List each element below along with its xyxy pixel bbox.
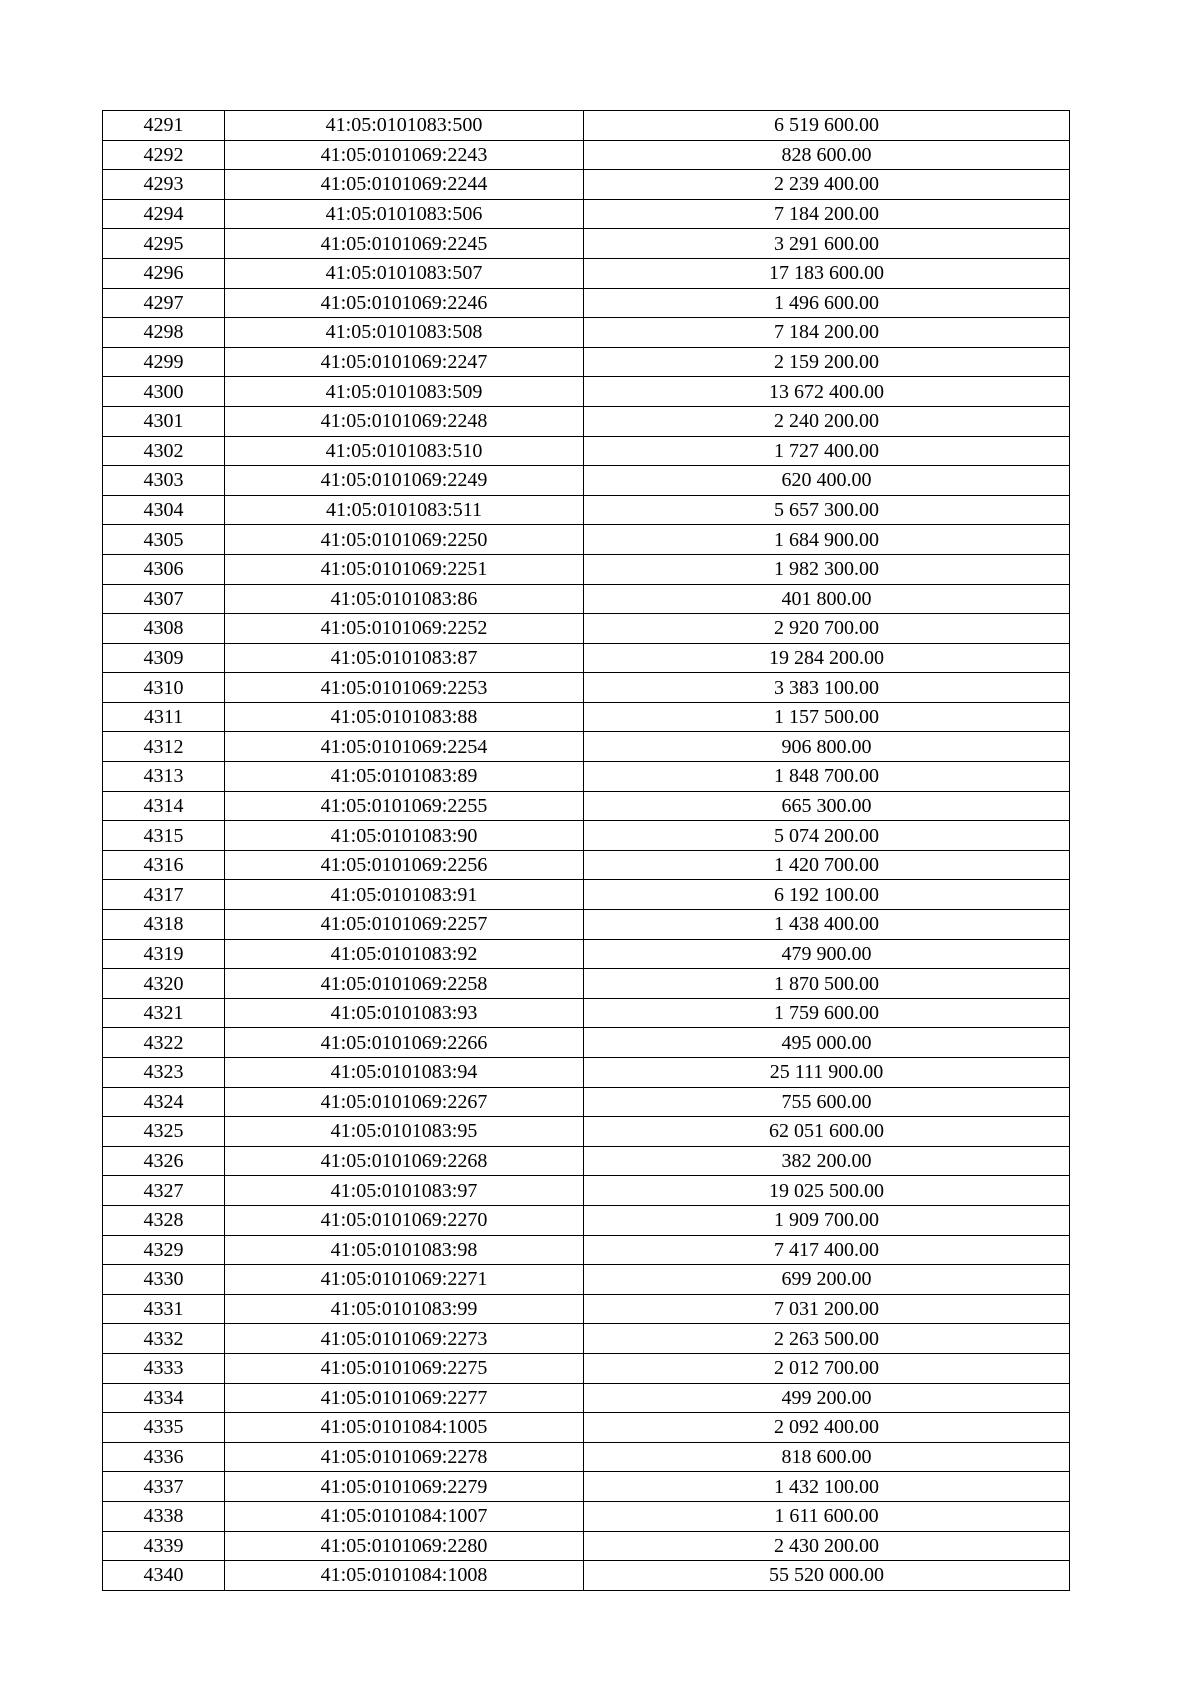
table-row	[103, 762, 1070, 792]
cadastral-value-cell: 1 157 500.00	[584, 702, 1070, 732]
row-number-cell: 4337	[103, 1472, 225, 1502]
row-number-cell: 4311	[103, 702, 225, 732]
table-row	[103, 1472, 1070, 1502]
cadastral-number-cell: 41:05:0101069:2243	[225, 140, 584, 170]
table-row	[103, 969, 1070, 999]
row-number-cell: 4328	[103, 1205, 225, 1235]
cadastral-value-cell: 401 800.00	[584, 584, 1070, 614]
cadastral-value-cell: 479 900.00	[584, 939, 1070, 969]
row-number-cell: 4340	[103, 1561, 225, 1591]
cadastral-number-cell: 41:05:0101069:2280	[225, 1531, 584, 1561]
cadastral-number-cell: 41:05:0101083:98	[225, 1235, 584, 1265]
table-row	[103, 199, 1070, 229]
cadastral-value-cell: 62 051 600.00	[584, 1117, 1070, 1147]
cadastral-value-cell: 906 800.00	[584, 732, 1070, 762]
row-number-cell: 4335	[103, 1413, 225, 1443]
cadastral-value-cell: 2 263 500.00	[584, 1324, 1070, 1354]
cadastral-value-cell: 7 031 200.00	[584, 1294, 1070, 1324]
cadastral-number-cell: 41:05:0101083:95	[225, 1117, 584, 1147]
table-row	[103, 377, 1070, 407]
cadastral-number-cell: 41:05:0101069:2277	[225, 1383, 584, 1413]
cadastral-value-cell: 1 848 700.00	[584, 762, 1070, 792]
table-row	[103, 791, 1070, 821]
table-row	[103, 673, 1070, 703]
cadastral-number-cell: 41:05:0101069:2246	[225, 288, 584, 318]
row-number-cell: 4303	[103, 466, 225, 496]
cadastral-number-cell: 41:05:0101083:97	[225, 1176, 584, 1206]
cadastral-number-cell: 41:05:0101069:2244	[225, 170, 584, 200]
row-number-cell: 4314	[103, 791, 225, 821]
cadastral-value-cell: 6 192 100.00	[584, 880, 1070, 910]
row-number-cell: 4319	[103, 939, 225, 969]
cadastral-number-cell: 41:05:0101069:2258	[225, 969, 584, 999]
table-row	[103, 998, 1070, 1028]
cadastral-number-cell: 41:05:0101069:2254	[225, 732, 584, 762]
cadastral-value-cell: 2 012 700.00	[584, 1353, 1070, 1383]
table-row	[103, 1531, 1070, 1561]
table-row	[103, 1442, 1070, 1472]
cadastral-value-cell: 7 417 400.00	[584, 1235, 1070, 1265]
row-number-cell: 4338	[103, 1501, 225, 1531]
row-number-cell: 4330	[103, 1265, 225, 1295]
row-number-cell: 4312	[103, 732, 225, 762]
row-number-cell: 4327	[103, 1176, 225, 1206]
cadastral-value-cell: 499 200.00	[584, 1383, 1070, 1413]
row-number-cell: 4295	[103, 229, 225, 259]
cadastral-number-cell: 41:05:0101083:507	[225, 258, 584, 288]
cadastral-value-cell: 2 159 200.00	[584, 347, 1070, 377]
row-number-cell: 4308	[103, 614, 225, 644]
cadastral-value-cell: 5 074 200.00	[584, 821, 1070, 851]
table-row	[103, 1176, 1070, 1206]
table-row	[103, 1324, 1070, 1354]
cadastral-value-cell: 2 430 200.00	[584, 1531, 1070, 1561]
table-row	[103, 584, 1070, 614]
cadastral-number-cell: 41:05:0101069:2249	[225, 466, 584, 496]
cadastral-number-cell: 41:05:0101069:2250	[225, 525, 584, 555]
table-row	[103, 1561, 1070, 1591]
row-number-cell: 4297	[103, 288, 225, 318]
row-number-cell: 4309	[103, 643, 225, 673]
cadastral-number-cell: 41:05:0101083:93	[225, 998, 584, 1028]
table-row	[103, 170, 1070, 200]
cadastral-number-cell: 41:05:0101083:510	[225, 436, 584, 466]
row-number-cell: 4310	[103, 673, 225, 703]
cadastral-number-cell: 41:05:0101069:2256	[225, 850, 584, 880]
cadastral-value-cell: 3 383 100.00	[584, 673, 1070, 703]
cadastral-value-cell: 1 759 600.00	[584, 998, 1070, 1028]
table-row	[103, 554, 1070, 584]
cadastral-value-cell: 3 291 600.00	[584, 229, 1070, 259]
cadastral-value-cell: 1 432 100.00	[584, 1472, 1070, 1502]
table-row	[103, 466, 1070, 496]
cadastral-number-cell: 41:05:0101083:500	[225, 111, 584, 141]
cadastral-value-cell: 495 000.00	[584, 1028, 1070, 1058]
cadastral-value-cell: 1 909 700.00	[584, 1205, 1070, 1235]
table-row	[103, 1058, 1070, 1088]
cadastral-number-cell: 41:05:0101083:94	[225, 1058, 584, 1088]
table-row	[103, 1146, 1070, 1176]
cadastral-value-cell: 2 920 700.00	[584, 614, 1070, 644]
row-number-cell: 4331	[103, 1294, 225, 1324]
table-body	[103, 111, 1070, 1591]
cadastral-value-cell: 5 657 300.00	[584, 495, 1070, 525]
table-row	[103, 229, 1070, 259]
table-row	[103, 702, 1070, 732]
table-row	[103, 939, 1070, 969]
cadastral-number-cell: 41:05:0101084:1005	[225, 1413, 584, 1443]
cadastral-number-cell: 41:05:0101083:90	[225, 821, 584, 851]
cadastral-value-cell: 382 200.00	[584, 1146, 1070, 1176]
table-row	[103, 495, 1070, 525]
row-number-cell: 4332	[103, 1324, 225, 1354]
row-number-cell: 4322	[103, 1028, 225, 1058]
table-row	[103, 1205, 1070, 1235]
cadastral-number-cell: 41:05:0101083:87	[225, 643, 584, 673]
cadastral-number-cell: 41:05:0101069:2266	[225, 1028, 584, 1058]
cadastral-value-cell: 1 870 500.00	[584, 969, 1070, 999]
cadastral-number-cell: 41:05:0101069:2245	[225, 229, 584, 259]
table-row	[103, 288, 1070, 318]
table-row	[103, 880, 1070, 910]
table-row	[103, 436, 1070, 466]
row-number-cell: 4301	[103, 406, 225, 436]
cadastral-value-cell: 665 300.00	[584, 791, 1070, 821]
cadastral-number-cell: 41:05:0101083:91	[225, 880, 584, 910]
table-row	[103, 140, 1070, 170]
cadastral-number-cell: 41:05:0101069:2268	[225, 1146, 584, 1176]
cadastral-value-table	[102, 110, 1070, 1591]
table-row	[103, 1235, 1070, 1265]
cadastral-value-cell: 1 496 600.00	[584, 288, 1070, 318]
row-number-cell: 4325	[103, 1117, 225, 1147]
cadastral-number-cell: 41:05:0101069:2257	[225, 910, 584, 940]
cadastral-number-cell: 41:05:0101069:2251	[225, 554, 584, 584]
row-number-cell: 4339	[103, 1531, 225, 1561]
cadastral-number-cell: 41:05:0101083:506	[225, 199, 584, 229]
table-row	[103, 406, 1070, 436]
cadastral-number-cell: 41:05:0101069:2247	[225, 347, 584, 377]
table-row	[103, 347, 1070, 377]
table-row	[103, 643, 1070, 673]
cadastral-value-cell: 755 600.00	[584, 1087, 1070, 1117]
cadastral-value-cell: 13 672 400.00	[584, 377, 1070, 407]
cadastral-value-cell: 7 184 200.00	[584, 199, 1070, 229]
cadastral-number-cell: 41:05:0101069:2275	[225, 1353, 584, 1383]
cadastral-number-cell: 41:05:0101083:89	[225, 762, 584, 792]
table-row	[103, 1117, 1070, 1147]
cadastral-value-cell: 17 183 600.00	[584, 258, 1070, 288]
cadastral-number-cell: 41:05:0101069:2252	[225, 614, 584, 644]
cadastral-value-cell: 2 239 400.00	[584, 170, 1070, 200]
row-number-cell: 4324	[103, 1087, 225, 1117]
row-number-cell: 4320	[103, 969, 225, 999]
row-number-cell: 4318	[103, 910, 225, 940]
cadastral-number-cell: 41:05:0101083:511	[225, 495, 584, 525]
row-number-cell: 4299	[103, 347, 225, 377]
row-number-cell: 4336	[103, 1442, 225, 1472]
cadastral-value-cell: 818 600.00	[584, 1442, 1070, 1472]
cadastral-value-cell: 7 184 200.00	[584, 318, 1070, 348]
row-number-cell: 4298	[103, 318, 225, 348]
cadastral-number-cell: 41:05:0101083:92	[225, 939, 584, 969]
cadastral-number-cell: 41:05:0101084:1008	[225, 1561, 584, 1591]
table-row	[103, 850, 1070, 880]
table-row	[103, 1028, 1070, 1058]
cadastral-number-cell: 41:05:0101069:2267	[225, 1087, 584, 1117]
table-row	[103, 1501, 1070, 1531]
table-row	[103, 1294, 1070, 1324]
row-number-cell: 4326	[103, 1146, 225, 1176]
row-number-cell: 4292	[103, 140, 225, 170]
table-row	[103, 1087, 1070, 1117]
row-number-cell: 4333	[103, 1353, 225, 1383]
table-row	[103, 732, 1070, 762]
cadastral-number-cell: 41:05:0101069:2253	[225, 673, 584, 703]
cadastral-value-cell: 1 438 400.00	[584, 910, 1070, 940]
cadastral-number-cell: 41:05:0101083:508	[225, 318, 584, 348]
cadastral-value-cell: 1 420 700.00	[584, 850, 1070, 880]
row-number-cell: 4306	[103, 554, 225, 584]
table-row	[103, 258, 1070, 288]
table-row	[103, 1353, 1070, 1383]
row-number-cell: 4316	[103, 850, 225, 880]
row-number-cell: 4334	[103, 1383, 225, 1413]
cadastral-value-cell: 1 684 900.00	[584, 525, 1070, 555]
row-number-cell: 4313	[103, 762, 225, 792]
table-row	[103, 1383, 1070, 1413]
row-number-cell: 4307	[103, 584, 225, 614]
row-number-cell: 4317	[103, 880, 225, 910]
cadastral-value-cell: 19 284 200.00	[584, 643, 1070, 673]
row-number-cell: 4329	[103, 1235, 225, 1265]
cadastral-number-cell: 41:05:0101083:99	[225, 1294, 584, 1324]
table-row	[103, 910, 1070, 940]
cadastral-value-cell: 1 611 600.00	[584, 1501, 1070, 1531]
table-row	[103, 1413, 1070, 1443]
cadastral-value-cell: 19 025 500.00	[584, 1176, 1070, 1206]
row-number-cell: 4323	[103, 1058, 225, 1088]
cadastral-number-cell: 41:05:0101069:2248	[225, 406, 584, 436]
cadastral-value-cell: 55 520 000.00	[584, 1561, 1070, 1591]
cadastral-number-cell: 41:05:0101083:88	[225, 702, 584, 732]
row-number-cell: 4304	[103, 495, 225, 525]
table-row	[103, 821, 1070, 851]
cadastral-number-cell: 41:05:0101069:2273	[225, 1324, 584, 1354]
cadastral-number-cell: 41:05:0101083:86	[225, 584, 584, 614]
cadastral-value-cell: 1 982 300.00	[584, 554, 1070, 584]
cadastral-value-cell: 25 111 900.00	[584, 1058, 1070, 1088]
cadastral-number-cell: 41:05:0101084:1007	[225, 1501, 584, 1531]
cadastral-value-cell: 620 400.00	[584, 466, 1070, 496]
cadastral-number-cell: 41:05:0101069:2279	[225, 1472, 584, 1502]
table-row	[103, 614, 1070, 644]
row-number-cell: 4300	[103, 377, 225, 407]
row-number-cell: 4291	[103, 111, 225, 141]
table-row	[103, 318, 1070, 348]
table-row	[103, 111, 1070, 141]
row-number-cell: 4305	[103, 525, 225, 555]
cadastral-number-cell: 41:05:0101069:2255	[225, 791, 584, 821]
row-number-cell: 4302	[103, 436, 225, 466]
row-number-cell: 4315	[103, 821, 225, 851]
cadastral-number-cell: 41:05:0101083:509	[225, 377, 584, 407]
cadastral-value-cell: 828 600.00	[584, 140, 1070, 170]
row-number-cell: 4296	[103, 258, 225, 288]
cadastral-number-cell: 41:05:0101069:2271	[225, 1265, 584, 1295]
cadastral-number-cell: 41:05:0101069:2270	[225, 1205, 584, 1235]
cadastral-value-cell: 1 727 400.00	[584, 436, 1070, 466]
row-number-cell: 4321	[103, 998, 225, 1028]
row-number-cell: 4293	[103, 170, 225, 200]
table-row	[103, 525, 1070, 555]
row-number-cell: 4294	[103, 199, 225, 229]
cadastral-value-cell: 699 200.00	[584, 1265, 1070, 1295]
cadastral-value-cell: 2 092 400.00	[584, 1413, 1070, 1443]
cadastral-value-cell: 6 519 600.00	[584, 111, 1070, 141]
cadastral-number-cell: 41:05:0101069:2278	[225, 1442, 584, 1472]
cadastral-value-cell: 2 240 200.00	[584, 406, 1070, 436]
table-row	[103, 1265, 1070, 1295]
